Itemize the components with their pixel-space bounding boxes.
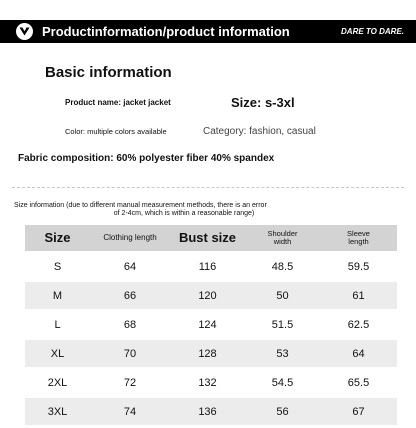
table-row (25, 311, 397, 338)
cell-sleeve: 62.5 (347, 318, 370, 331)
cell-shoulder: 53 (276, 347, 289, 360)
cell-sleeve: 67 (352, 405, 365, 418)
product-name: Product name: jacket jacket (65, 98, 171, 107)
cell-length: 64 (123, 260, 137, 273)
cell-size: XL (50, 347, 65, 360)
category-info: Category: fashion, casual (203, 126, 316, 137)
basic-info-title: Basic information (45, 64, 172, 81)
cell-shoulder: 50 (276, 289, 289, 302)
header-tagline: DARE TO DARE. (341, 27, 404, 36)
table-row (25, 398, 397, 425)
table-header-row (25, 225, 397, 251)
header-title: Productinformation/product information (42, 24, 290, 39)
header-shoulder-line-2: width (273, 237, 292, 246)
size-note-line-2: of 2-4cm, which is within a reasonable range) (113, 210, 255, 217)
cell-shoulder: 51.5 (271, 318, 294, 331)
cell-bust: 124 (198, 318, 217, 331)
header-bust-size: Bust size (178, 230, 237, 245)
cell-shoulder: 56 (276, 405, 289, 418)
cell-shoulder: 54.5 (271, 376, 294, 389)
cell-sleeve: 64 (352, 347, 365, 360)
cell-size: L (54, 318, 61, 331)
cell-sleeve: 65.5 (347, 376, 370, 389)
table-row (25, 369, 397, 396)
header-shoulder-width (245, 230, 320, 246)
table-row (25, 253, 397, 280)
header-bar (0, 20, 416, 43)
cell-bust: 120 (198, 289, 217, 302)
header-shoulder-line-1: Shoulder (267, 229, 298, 238)
color-info: Color: multiple colors available (65, 127, 167, 136)
cell-sleeve: 61 (352, 289, 365, 302)
cell-size: 2XL (47, 376, 68, 389)
cell-length: 70 (123, 347, 137, 360)
header-size: Size (44, 230, 71, 245)
fabric-composition: Fabric composition: 60% polyester fiber 40% spandex (18, 153, 275, 164)
size-note-line-1: Size information (due to different manual measurement methods, there is an error (14, 202, 267, 209)
cell-sleeve: 59.5 (347, 260, 370, 273)
cell-bust: 132 (198, 376, 217, 389)
table-row (25, 340, 397, 367)
size-table (25, 225, 397, 427)
size-note (14, 202, 344, 218)
section-divider (12, 187, 404, 188)
cell-size: M (52, 289, 63, 302)
cell-length: 66 (123, 289, 137, 302)
cell-shoulder: 48.5 (271, 260, 294, 273)
cell-length: 68 (123, 318, 137, 331)
cell-bust: 116 (198, 260, 217, 273)
header-clothing-length: Clothing length (103, 233, 157, 242)
header-sleeve-length (320, 230, 397, 246)
cell-size: S (53, 260, 62, 273)
header-sleeve-line-2: length (348, 237, 369, 246)
header-sleeve-line-1: Sleeve (347, 229, 370, 238)
cell-length: 74 (123, 405, 137, 418)
cell-bust: 136 (198, 405, 217, 418)
size-range: Size: s-3xl (231, 95, 295, 110)
cell-length: 72 (123, 376, 137, 389)
table-row (25, 282, 397, 309)
cell-bust: 128 (198, 347, 217, 360)
chevron-down-icon (16, 23, 33, 40)
cell-size: 3XL (47, 405, 68, 418)
